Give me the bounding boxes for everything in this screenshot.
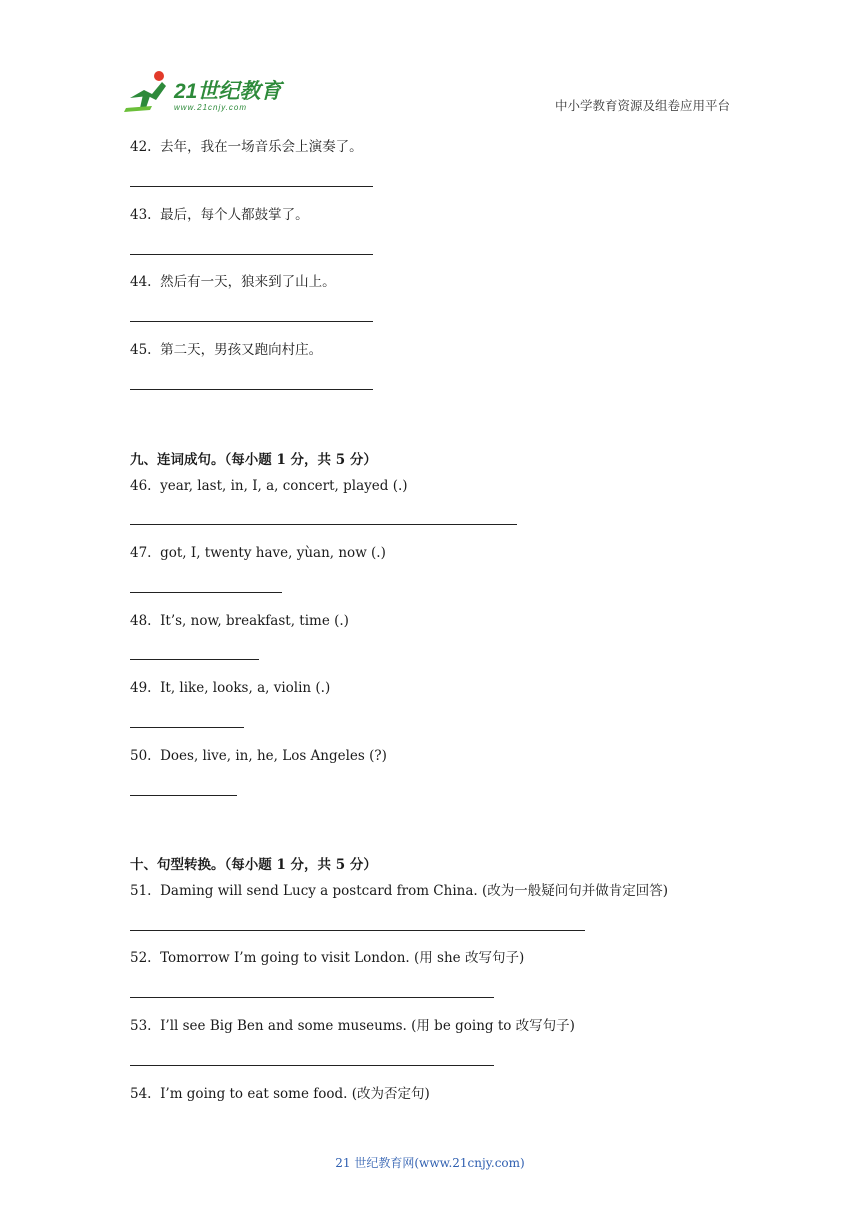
- answer-line[interactable]: [130, 930, 585, 931]
- answer-line[interactable]: [130, 254, 373, 255]
- question-43: 43. 最后，每个人都鼓掌了。: [130, 207, 309, 223]
- question-54: 54. I’m going to eat some food. (改为否定句): [130, 1086, 430, 1102]
- site-logo: [122, 68, 292, 118]
- answer-line[interactable]: [130, 186, 373, 187]
- answer-line[interactable]: [130, 592, 282, 593]
- footer-link[interactable]: 21 世纪教育网(www.21cnjy.com): [335, 1156, 525, 1170]
- answer-line[interactable]: [130, 321, 373, 322]
- question-50: 50. Does, live, in, he, Los Angeles (?): [130, 748, 387, 764]
- question-47: 47. got, I, twenty have, yùan, now (.): [130, 545, 386, 561]
- platform-label: 中小学教育资源及组卷应用平台: [554, 98, 730, 113]
- question-46: 46. year, last, in, I, a, concert, played (.): [130, 478, 408, 494]
- answer-line[interactable]: [130, 727, 244, 728]
- logo-url: www.21cnjy.com: [174, 103, 247, 112]
- question-42: 42. 去年，我在一场音乐会上演奏了。: [130, 139, 363, 155]
- section-9-title: 九、连词成句。（每小题 1 分，共 5 分）: [130, 452, 377, 468]
- question-48: 48. It’s, now, breakfast, time (.): [130, 613, 349, 629]
- question-45: 45. 第二天，男孩又跑向村庄。: [130, 342, 323, 358]
- question-44: 44. 然后有一天，狼来到了山上。: [130, 274, 336, 290]
- answer-line[interactable]: [130, 389, 373, 390]
- answer-line[interactable]: [130, 997, 494, 998]
- question-49: 49. It, like, looks, a, violin (.): [130, 680, 331, 696]
- question-51: 51. Daming will send Lucy a postcard from China. (改为一般疑问句并做肯定回答): [130, 883, 669, 899]
- logo-wordmark: 21世纪教育: [174, 80, 282, 103]
- answer-line[interactable]: [130, 524, 517, 525]
- answer-line[interactable]: [130, 1065, 494, 1066]
- section-10-title: 十、句型转换。（每小题 1 分，共 5 分）: [130, 857, 377, 873]
- question-52: 52. Tomorrow I’m going to visit London. (用 she 改写句子): [130, 950, 525, 966]
- answer-line[interactable]: [130, 795, 237, 796]
- answer-line[interactable]: [130, 659, 259, 660]
- question-53: 53. I’ll see Big Ben and some museums. (用 be going to 改写句子): [130, 1018, 575, 1034]
